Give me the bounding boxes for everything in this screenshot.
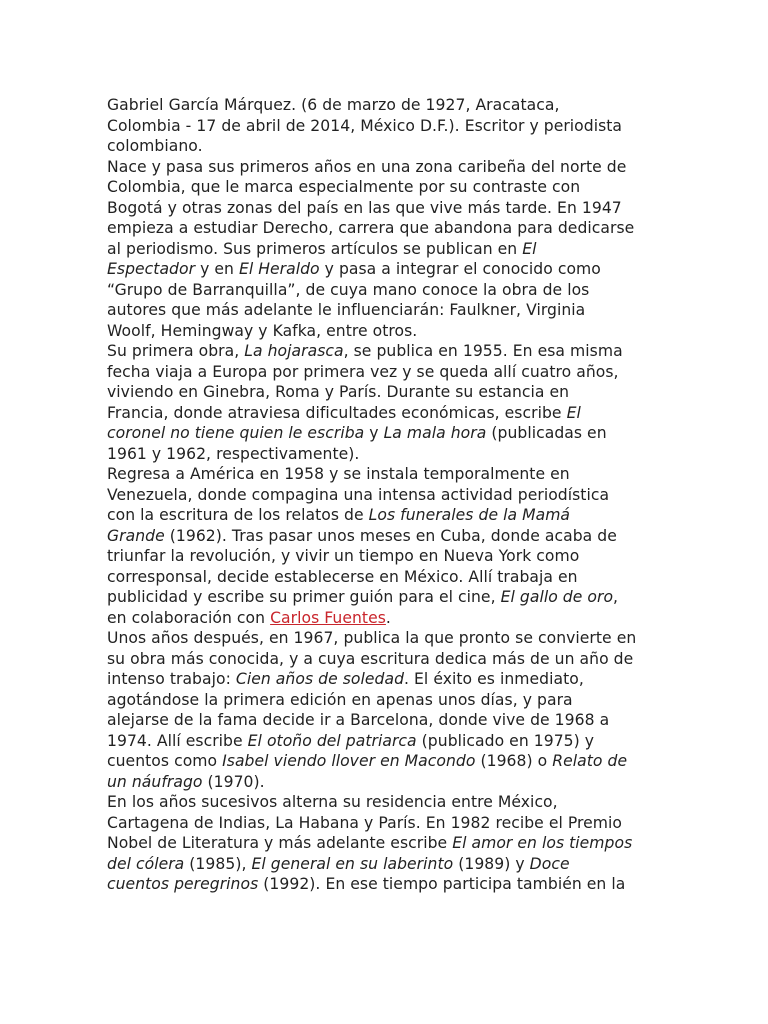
text-line — [107, 464, 662, 485]
italic-title: El otoño del patriarca — [247, 731, 417, 750]
text-line — [107, 526, 662, 547]
text-line — [107, 300, 662, 321]
text-run: y pasa a integrar el conocido como — [319, 260, 601, 278]
text-line — [107, 485, 662, 506]
italic-title: Grande — [107, 526, 165, 545]
paragraph — [107, 157, 662, 342]
text-run: (1992). En ese tiempo participa también en la — [258, 875, 626, 893]
text-line — [107, 710, 662, 731]
text-run: autores que más adelante le influenciarán: Faulkner, Virginia — [107, 301, 586, 319]
text-line — [107, 362, 662, 383]
text-line — [107, 259, 662, 280]
text-line — [107, 731, 662, 752]
text-run: , — [613, 588, 619, 606]
text-run: Nace y pasa sus primeros años en una zona caribeña del norte de — [107, 157, 627, 176]
italic-title: Relato de — [552, 752, 628, 770]
text-line — [107, 218, 662, 239]
text-run: (1970). — [202, 772, 265, 791]
text-run: (publicado en 1975) y — [416, 731, 595, 750]
text-run: . — [385, 608, 391, 627]
italic-title: La mala hora — [383, 424, 487, 442]
text-run: , se publica en 1955. En esa misma — [343, 342, 623, 360]
text-run: cuentos como — [107, 752, 223, 770]
italic-title: El — [566, 403, 581, 422]
text-line — [107, 198, 662, 219]
text-line — [107, 669, 662, 690]
text-line — [107, 116, 662, 137]
text-run: publicidad y escribe su primer guión para el cine, — [107, 588, 501, 606]
text-run: 1974. Allí escribe — [107, 731, 248, 750]
text-line — [107, 423, 662, 444]
text-line — [107, 505, 662, 526]
italic-title: La hojarasca — [244, 342, 344, 360]
text-line — [107, 608, 662, 629]
text-run: (1985), — [184, 854, 252, 873]
text-run: (1989) y — [453, 854, 530, 873]
italic-title: El Heraldo — [238, 260, 320, 278]
text-line — [107, 649, 662, 670]
italic-title: Doce — [529, 854, 570, 873]
text-run: Colombia - 17 de abril de 2014, México D.F.). Escritor y periodista — [107, 116, 623, 135]
text-line — [107, 239, 662, 260]
text-line — [107, 567, 662, 588]
text-line — [107, 628, 662, 649]
text-run: 1961 y 1962, respectivamente). — [107, 444, 360, 463]
text-run: corresponsal, decide establecerse en México. Allí trabaja en — [107, 567, 578, 586]
text-line — [107, 157, 662, 178]
text-line — [107, 833, 662, 854]
text-run: Venezuela, donde compagina una intensa actividad periodística — [107, 485, 610, 504]
text-line — [107, 874, 662, 895]
text-run: Woolf, Hemingway y Kafka, entre otros. — [107, 321, 418, 340]
text-run: con la escritura de los relatos de — [107, 506, 369, 524]
italic-title: El — [522, 239, 537, 258]
text-line — [107, 546, 662, 567]
text-run: Regresa a América en 1958 y se instala temporalmente en — [107, 465, 570, 483]
paragraph — [107, 792, 662, 895]
italic-title: El amor en los tiempos — [452, 834, 633, 852]
paragraph — [107, 464, 662, 628]
italic-title: cuentos peregrinos — [107, 875, 259, 893]
italic-title: El general en su laberinto — [251, 854, 454, 873]
text-line — [107, 751, 662, 772]
text-run: Cartagena de Indias, La Habana y París. En 1982 recibe el Premio — [107, 813, 623, 832]
paragraph — [107, 95, 662, 157]
text-run: viviendo en Ginebra, Roma y París. Durante su estancia en — [107, 383, 570, 401]
text-line — [107, 813, 662, 834]
text-line — [107, 772, 662, 793]
text-run: (1968) o — [475, 752, 553, 770]
italic-title: un náufrago — [107, 772, 203, 791]
text-run: (publicadas en — [486, 424, 607, 442]
text-line — [107, 280, 662, 301]
text-run: triunfar la revolución, y vivir un tiempo en Nueva York como — [107, 547, 580, 565]
text-line — [107, 444, 662, 465]
text-run: en colaboración con — [107, 608, 271, 627]
text-run: Unos años después, en 1967, publica la que pronto se convierte en — [107, 629, 637, 647]
italic-title: del cólera — [107, 854, 185, 873]
italic-title: Cien años de soledad — [235, 670, 405, 688]
text-run: empieza a estudiar Derecho, carrera que abandona para dedicarse — [107, 219, 635, 237]
text-run: al periodismo. Sus primeros artículos se publican en — [107, 239, 523, 258]
text-run: Gabriel García Márquez. (6 de marzo de 1927, Aracataca, — [107, 96, 560, 114]
text-run: colombiano. — [107, 137, 203, 155]
text-line — [107, 690, 662, 711]
text-run: Francia, donde atraviesa dificultades económicas, escribe — [107, 403, 567, 422]
document-body — [107, 95, 662, 895]
text-line — [107, 341, 662, 362]
italic-title: Espectador — [107, 260, 196, 278]
text-line — [107, 382, 662, 403]
text-line — [107, 587, 662, 608]
text-run: . El éxito es inmediato, — [404, 670, 584, 688]
text-run: intenso trabajo: — [107, 670, 236, 688]
italic-title: Isabel viendo llover en Macondo — [222, 752, 476, 770]
text-line — [107, 136, 662, 157]
text-run: Su primera obra, — [107, 342, 245, 360]
text-run: fecha viaja a Europa por primera vez y se queda allí cuatro años, — [107, 362, 619, 381]
italic-title: coronel no tiene quien le escriba — [107, 424, 365, 442]
text-line — [107, 792, 662, 813]
text-line — [107, 403, 662, 424]
text-line — [107, 177, 662, 198]
text-line — [107, 854, 662, 875]
text-run: agotándose la primera edición en apenas unos días, y para — [107, 690, 573, 709]
paragraph — [107, 628, 662, 792]
text-run: Nobel de Literatura y más adelante escribe — [107, 834, 453, 852]
text-run: Colombia, que le marca especialmente por su contraste con — [107, 178, 581, 196]
text-line — [107, 95, 662, 116]
paragraph — [107, 341, 662, 464]
text-line — [107, 321, 662, 342]
text-run: y en — [195, 260, 239, 278]
text-run: (1962). Tras pasar unos meses en Cuba, donde acaba de — [164, 526, 617, 545]
italic-title: Los funerales de la Mamá — [368, 506, 571, 524]
text-run: y — [364, 424, 384, 442]
italic-title: El gallo de oro — [500, 588, 614, 606]
text-run: alejarse de la fama decide ir a Barcelona, donde vive de 1968 a — [107, 711, 610, 729]
text-run: En los años sucesivos alterna su residencia entre México, — [107, 793, 558, 811]
text-run: su obra más conocida, y a cuya escritura dedica más de un año de — [107, 649, 634, 668]
text-run: Bogotá y otras zonas del país en las que vive más tarde. En 1947 — [107, 198, 622, 217]
text-run: “Grupo de Barranquilla”, de cuya mano conoce la obra de los — [107, 280, 590, 299]
author-link[interactable]: Carlos Fuentes — [270, 608, 386, 627]
